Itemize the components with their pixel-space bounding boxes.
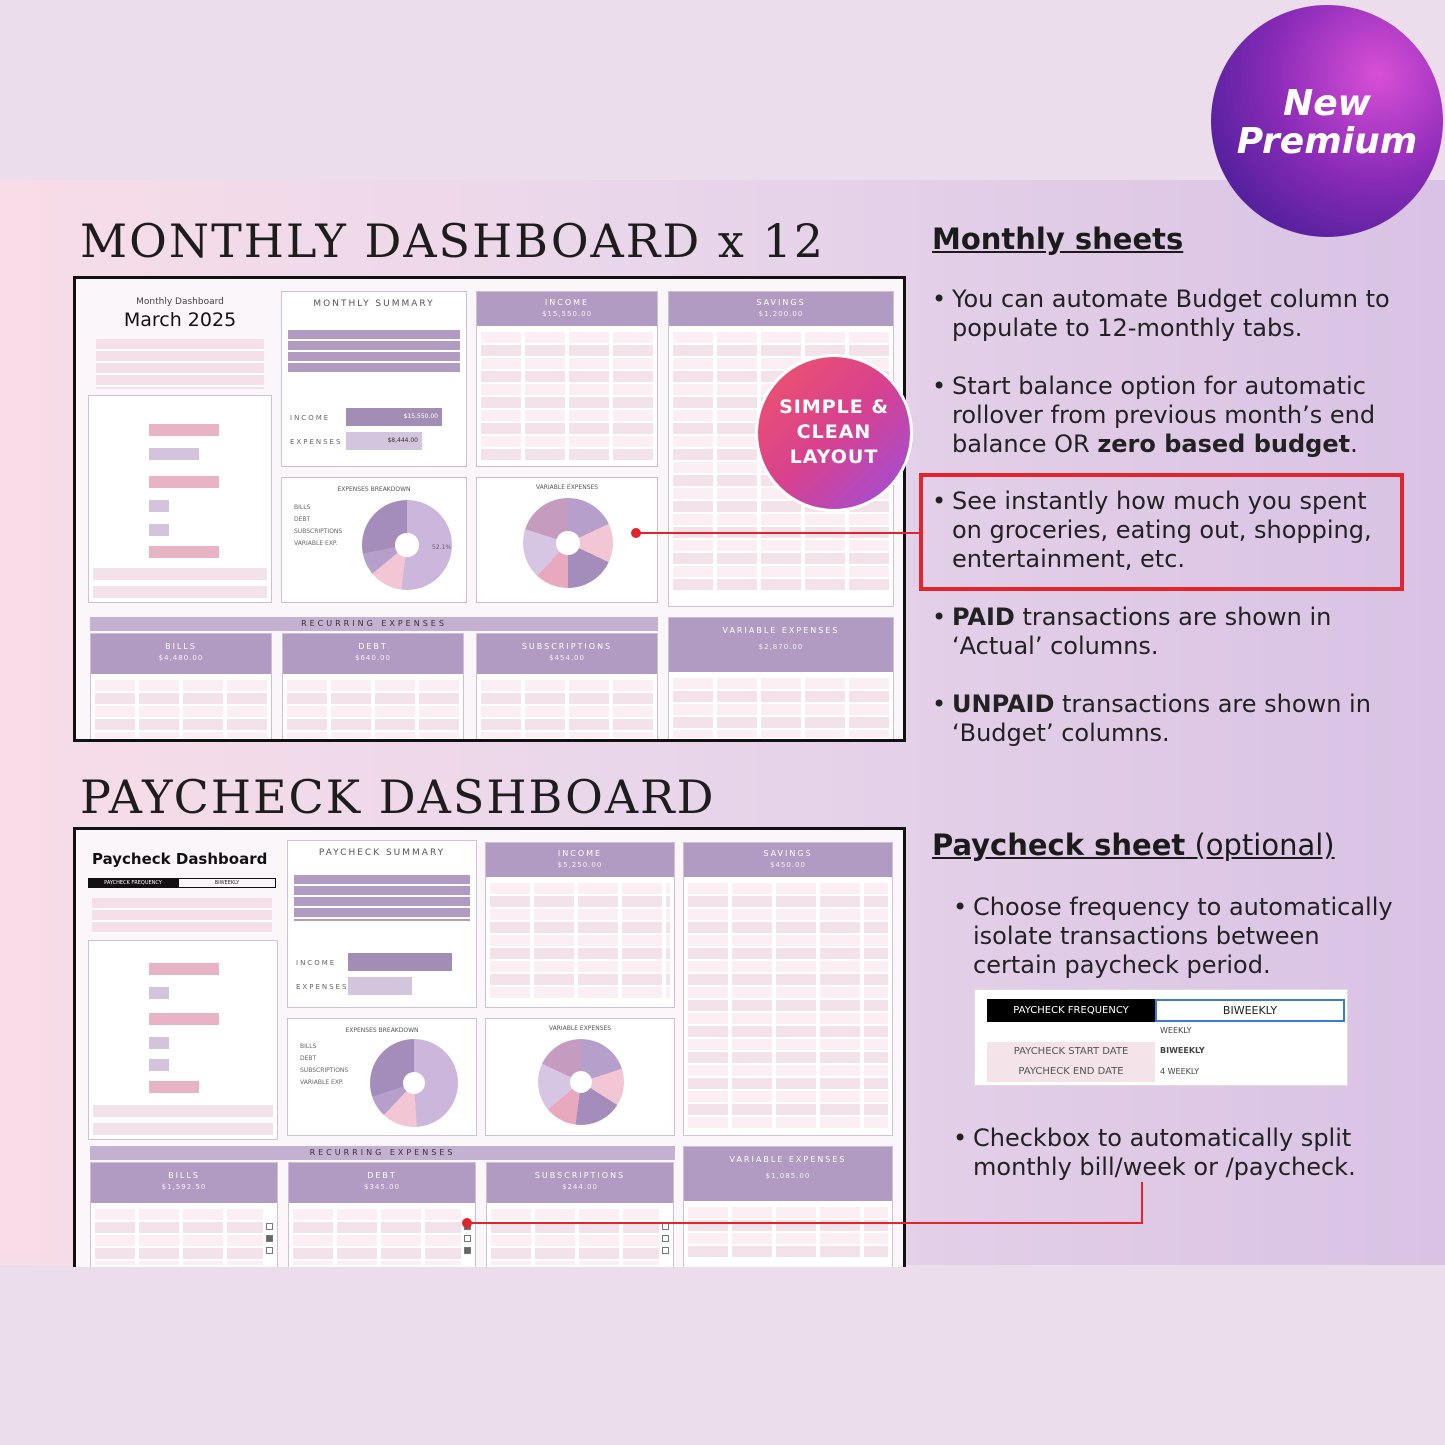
paycheck-debt-title: DEBT bbox=[367, 1171, 397, 1180]
monthly-sheet-month: March 2025 bbox=[123, 309, 237, 331]
monthly-income-bar-label: INCOME bbox=[290, 414, 331, 422]
monthly-savings-total: $1,200.00 bbox=[758, 310, 804, 318]
frequency-option-biweekly[interactable]: BIWEEKLY bbox=[1160, 1046, 1205, 1055]
monthly-summary-panel bbox=[281, 291, 467, 467]
monthly-bills-total: $4,480.00 bbox=[158, 654, 204, 662]
monthly-subscriptions-title: SUBSCRIPTIONS bbox=[521, 642, 613, 651]
monthly-bullet-4: • PAID transactions are shown in ‘Actual’ columns. bbox=[952, 603, 1392, 661]
paycheck-title-block bbox=[84, 838, 280, 936]
legend-debt: DEBT bbox=[294, 516, 311, 523]
paycheck-expenses-bar-label: EXPENSES bbox=[296, 983, 349, 991]
monthly-title-block bbox=[88, 289, 272, 391]
monthly-debt-title: DEBT bbox=[358, 642, 388, 651]
monthly-bills-panel bbox=[90, 633, 272, 742]
monthly-recurring-title: RECURRING EXPENSES bbox=[90, 617, 658, 631]
split-checkbox[interactable] bbox=[662, 1223, 669, 1230]
split-checkbox[interactable] bbox=[266, 1223, 273, 1230]
split-checkbox[interactable] bbox=[464, 1247, 471, 1254]
paycheck-income-total: $5,250.00 bbox=[557, 861, 603, 869]
paycheck-debt-total: $345.00 bbox=[364, 1183, 400, 1191]
paycheck-end-date-label: PAYCHECK END DATE bbox=[987, 1062, 1155, 1082]
paycheck-breakdown-panel bbox=[287, 1018, 477, 1136]
paycheck-bills-panel bbox=[90, 1162, 278, 1267]
monthly-income-title: INCOME bbox=[544, 298, 590, 307]
monthly-sheets-heading: Monthly sheets bbox=[932, 222, 1184, 256]
paycheck-progress-panel bbox=[88, 940, 278, 1140]
monthly-bullet-1: • You can automate Budget column to populate to 12-monthly tabs. bbox=[952, 285, 1392, 343]
paycheck-connector-line bbox=[467, 1222, 1143, 1224]
paycheck-subscriptions-panel bbox=[486, 1162, 674, 1267]
simple-clean-layout-stamp bbox=[758, 357, 910, 509]
paycheck-variable-title: VARIABLE EXPENSES bbox=[548, 1025, 612, 1032]
badge-line-1: New bbox=[1283, 83, 1371, 124]
paycheck-legend-debt: DEBT bbox=[300, 1055, 317, 1062]
paycheck-bills-total: $1,592.50 bbox=[161, 1183, 207, 1191]
paycheck-variable-exp-panel bbox=[683, 1146, 893, 1267]
split-checkbox[interactable] bbox=[266, 1235, 273, 1242]
monthly-savings-title: SAVINGS bbox=[756, 298, 806, 307]
monthly-variable-exp-total: $2,870.00 bbox=[758, 643, 804, 651]
paycheck-savings-total: $450.00 bbox=[770, 861, 806, 869]
monthly-progress-panel bbox=[88, 395, 272, 603]
monthly-debt-panel bbox=[282, 633, 464, 742]
legend-subscriptions: SUBSCRIPTIONS bbox=[294, 528, 343, 535]
monthly-expenses-bar-label: EXPENSES bbox=[290, 438, 343, 446]
split-checkbox[interactable] bbox=[464, 1235, 471, 1242]
monthly-heading: MONTHLY DASHBOARD x 12 bbox=[80, 214, 826, 268]
split-checkbox[interactable] bbox=[266, 1247, 273, 1254]
paycheck-summary-title: PAYCHECK SUMMARY bbox=[318, 848, 446, 858]
monthly-breakdown-pct: 52.1% bbox=[432, 544, 452, 551]
monthly-summary-title: MONTHLY SUMMARY bbox=[313, 299, 435, 309]
frequency-select[interactable]: BIWEEKLY bbox=[1155, 999, 1345, 1022]
paycheck-bullet-1: • Choose frequency to automatically isolate transactions between certain paycheck period. bbox=[973, 893, 1403, 980]
paycheck-income-title: INCOME bbox=[557, 849, 603, 858]
paycheck-subscriptions-title: SUBSCRIPTIONS bbox=[534, 1171, 626, 1180]
monthly-expenses-bar: $8,444.00 bbox=[346, 432, 422, 450]
frequency-option-weekly[interactable]: WEEKLY bbox=[1160, 1026, 1192, 1035]
paycheck-expenses-bar bbox=[348, 977, 412, 995]
paycheck-heading: PAYCHECK DASHBOARD bbox=[80, 770, 716, 824]
monthly-income-total: $15,550.00 bbox=[541, 310, 593, 318]
paycheck-legend-bills: BILLS bbox=[300, 1043, 317, 1050]
frequency-option-4weekly[interactable]: 4 WEEKLY bbox=[1160, 1067, 1200, 1076]
paycheck-dashboard-screenshot bbox=[73, 827, 906, 1267]
paycheck-freq-mini-label: PAYCHECK FREQUENCY bbox=[88, 878, 178, 888]
paycheck-variable-exp-title: VARIABLE EXPENSES bbox=[729, 1155, 847, 1164]
monthly-bullet-2: • Start balance option for automatic rollover from previous month’s end balance OR zero based budget. bbox=[952, 372, 1392, 459]
monthly-breakdown-title: EXPENSES BREAKDOWN bbox=[337, 486, 411, 493]
paycheck-income-bar-label: INCOME bbox=[296, 959, 337, 967]
paycheck-legend-variable: VARIABLE EXP. bbox=[300, 1079, 344, 1086]
monthly-connector-line bbox=[636, 532, 920, 534]
paycheck-debt-panel bbox=[288, 1162, 476, 1267]
monthly-variable-pie bbox=[523, 498, 613, 588]
monthly-bullet-3: • See instantly how much you spent on groceries, eating out, shopping, entertainment, etc. bbox=[952, 487, 1392, 574]
paycheck-income-bar bbox=[348, 953, 452, 971]
paycheck-savings-title: SAVINGS bbox=[763, 849, 813, 858]
paycheck-sheet-title: Paycheck Dashboard bbox=[92, 850, 268, 868]
legend-bills: BILLS bbox=[294, 504, 311, 511]
paycheck-freq-mini-value: BIWEEKLY bbox=[178, 878, 276, 888]
stamp-line-3: LAYOUT bbox=[789, 446, 879, 468]
paycheck-savings-panel bbox=[683, 842, 893, 1136]
new-premium-badge bbox=[1211, 5, 1443, 237]
paycheck-summary-panel bbox=[287, 840, 477, 1008]
paycheck-connector-riser bbox=[1141, 1182, 1143, 1224]
monthly-variable-panel bbox=[476, 477, 658, 603]
monthly-breakdown-panel bbox=[281, 477, 467, 603]
stamp-line-2: CLEAN bbox=[796, 421, 872, 443]
monthly-income-bar: $15,550.00 bbox=[346, 408, 442, 426]
paycheck-bullet-2: • Checkbox to automatically split monthly bill/week or /paycheck. bbox=[973, 1124, 1403, 1182]
monthly-dashboard-screenshot bbox=[73, 276, 906, 742]
monthly-bills-title: BILLS bbox=[165, 642, 197, 651]
paycheck-income-panel bbox=[485, 842, 675, 1008]
paycheck-recurring-title: RECURRING EXPENSES bbox=[90, 1146, 675, 1160]
monthly-variable-exp-panel bbox=[668, 617, 894, 742]
paycheck-subscriptions-total: $244.00 bbox=[562, 1183, 598, 1191]
monthly-variable-exp-title: VARIABLE EXPENSES bbox=[722, 626, 840, 635]
monthly-sheet-title: Monthly Dashboard bbox=[136, 297, 224, 307]
paycheck-breakdown-title: EXPENSES BREAKDOWN bbox=[345, 1027, 419, 1034]
split-checkbox[interactable] bbox=[662, 1235, 669, 1242]
monthly-variable-title: VARIABLE EXPENSES bbox=[535, 484, 599, 491]
stamp-line-1: SIMPLE & bbox=[779, 396, 889, 418]
paycheck-start-date-label: PAYCHECK START DATE bbox=[987, 1042, 1155, 1062]
monthly-income-panel bbox=[476, 291, 658, 467]
monthly-subscriptions-total: $454.00 bbox=[549, 654, 585, 662]
paycheck-breakdown-pie bbox=[370, 1039, 458, 1127]
split-checkbox[interactable] bbox=[662, 1247, 669, 1254]
badge-line-2: Premium bbox=[1236, 121, 1418, 162]
paycheck-sheet-heading: Paycheck sheet (optional) bbox=[932, 828, 1335, 862]
monthly-subscriptions-panel bbox=[476, 633, 658, 742]
paycheck-variable-exp-total: $1,085.00 bbox=[765, 1172, 811, 1180]
monthly-debt-total: $640.00 bbox=[355, 654, 391, 662]
frequency-dropdown-widget bbox=[974, 989, 1348, 1086]
paycheck-variable-panel bbox=[485, 1018, 675, 1136]
frequency-label: PAYCHECK FREQUENCY bbox=[987, 999, 1155, 1022]
monthly-bullet-5: • UNPAID transactions are shown in ‘Budget’ columns. bbox=[952, 690, 1392, 748]
legend-variable: VARIABLE EXP. bbox=[294, 540, 338, 547]
paycheck-legend-subscriptions: SUBSCRIPTIONS bbox=[300, 1067, 349, 1074]
paycheck-bills-title: BILLS bbox=[168, 1171, 200, 1180]
paycheck-variable-pie bbox=[538, 1039, 624, 1125]
